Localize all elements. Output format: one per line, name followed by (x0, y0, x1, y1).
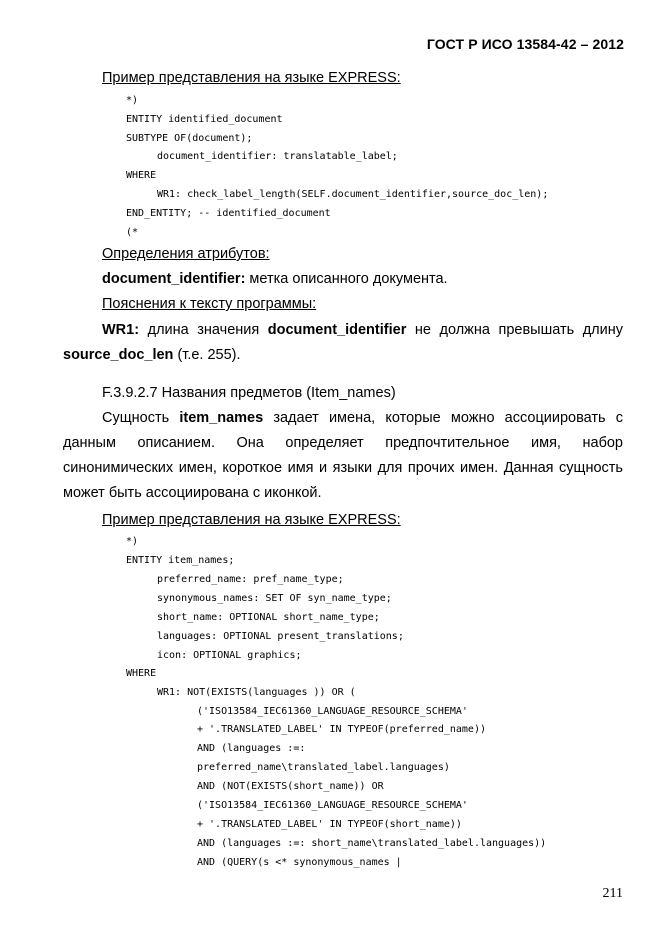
example-label: Пример представления на языке EXPRESS: (102, 70, 401, 86)
text: Сущность (102, 410, 180, 426)
attribute-name: document_identifier: (102, 271, 246, 287)
code-line: AND (languages :=: short_name\translated_label.languages)) (197, 838, 547, 849)
code-line: WR1: check_label_length(SELF.document_identifier,source_doc_len); (157, 189, 549, 200)
text: не должна превышать длину (406, 322, 623, 338)
code-line: preferred_name\translated_label.languages) (197, 762, 450, 773)
code-line: AND (languages :=: (197, 743, 306, 754)
attribute-description: метка описанного документа. (245, 271, 448, 287)
wr1-explanation (63, 318, 623, 368)
section-heading: F.3.9.2.7 Названия предметов (Item_names) (102, 385, 396, 401)
code-line: synonymous_names: SET OF syn_name_type; (157, 593, 392, 604)
program-explanation-label: Пояснения к тексту программы: (102, 296, 317, 312)
code-line: WHERE (126, 668, 157, 679)
code-line: ENTITY identified_document (126, 114, 283, 125)
code-line: document_identifier: translatable_label; (157, 151, 398, 162)
document-header: ГОСТ Р ИСО 13584-42 – 2012 (426, 36, 624, 52)
code-line: END_ENTITY; -- identified_document (126, 208, 331, 219)
code-line: icon: OPTIONAL graphics; (157, 650, 302, 661)
term: source_doc_len (63, 347, 174, 363)
page-number: 211 (602, 886, 623, 901)
code-line: languages: OPTIONAL present_translations; (157, 631, 404, 642)
term: document_identifier (267, 322, 407, 338)
code-line: AND (QUERY(s <* synonymous_names | (197, 857, 402, 868)
attribute-definitions-label: Определения атрибутов: (102, 246, 270, 262)
code-line: *) (126, 95, 139, 106)
text: задает имена, которые можно ассоциировать с данным описанием. Она определяет предпочтительное имя, набор синонимических имен, короткое имя и языки для прочих имен. Данная сущность может быть ассоциирована с иконкой. (63, 410, 623, 501)
text: длина значения (139, 322, 268, 338)
code-line: WR1: NOT(EXISTS(languages )) OR ( (157, 687, 356, 698)
term: item_names (179, 410, 264, 426)
code-line: + '.TRANSLATED_LABEL' IN TYPEOF(preferred_name)) (197, 724, 486, 735)
code-line: ('ISO13584_IEC61360_LANGUAGE_RESOURCE_SCHEMA' (197, 706, 468, 717)
item-names-description (63, 406, 623, 506)
code-line: WHERE (126, 170, 157, 181)
code-line: (* (126, 227, 139, 238)
code-line: short_name: OPTIONAL short_name_type; (157, 612, 380, 623)
wr1-label: WR1: (102, 322, 140, 338)
code-line: ('ISO13584_IEC61360_LANGUAGE_RESOURCE_SCHEMA' (197, 800, 468, 811)
text: (т.е. 255). (173, 347, 241, 363)
code-line: + '.TRANSLATED_LABEL' IN TYPEOF(short_name)) (197, 819, 462, 830)
example-label: Пример представления на языке EXPRESS: (102, 512, 401, 528)
attribute-definition (102, 271, 448, 287)
code-line: *) (126, 536, 139, 547)
code-line: ENTITY item_names; (126, 555, 235, 566)
code-line: AND (NOT(EXISTS(short_name)) OR (197, 781, 384, 792)
code-line: SUBTYPE OF(document); (126, 133, 253, 144)
code-line: preferred_name: pref_name_type; (157, 574, 344, 585)
